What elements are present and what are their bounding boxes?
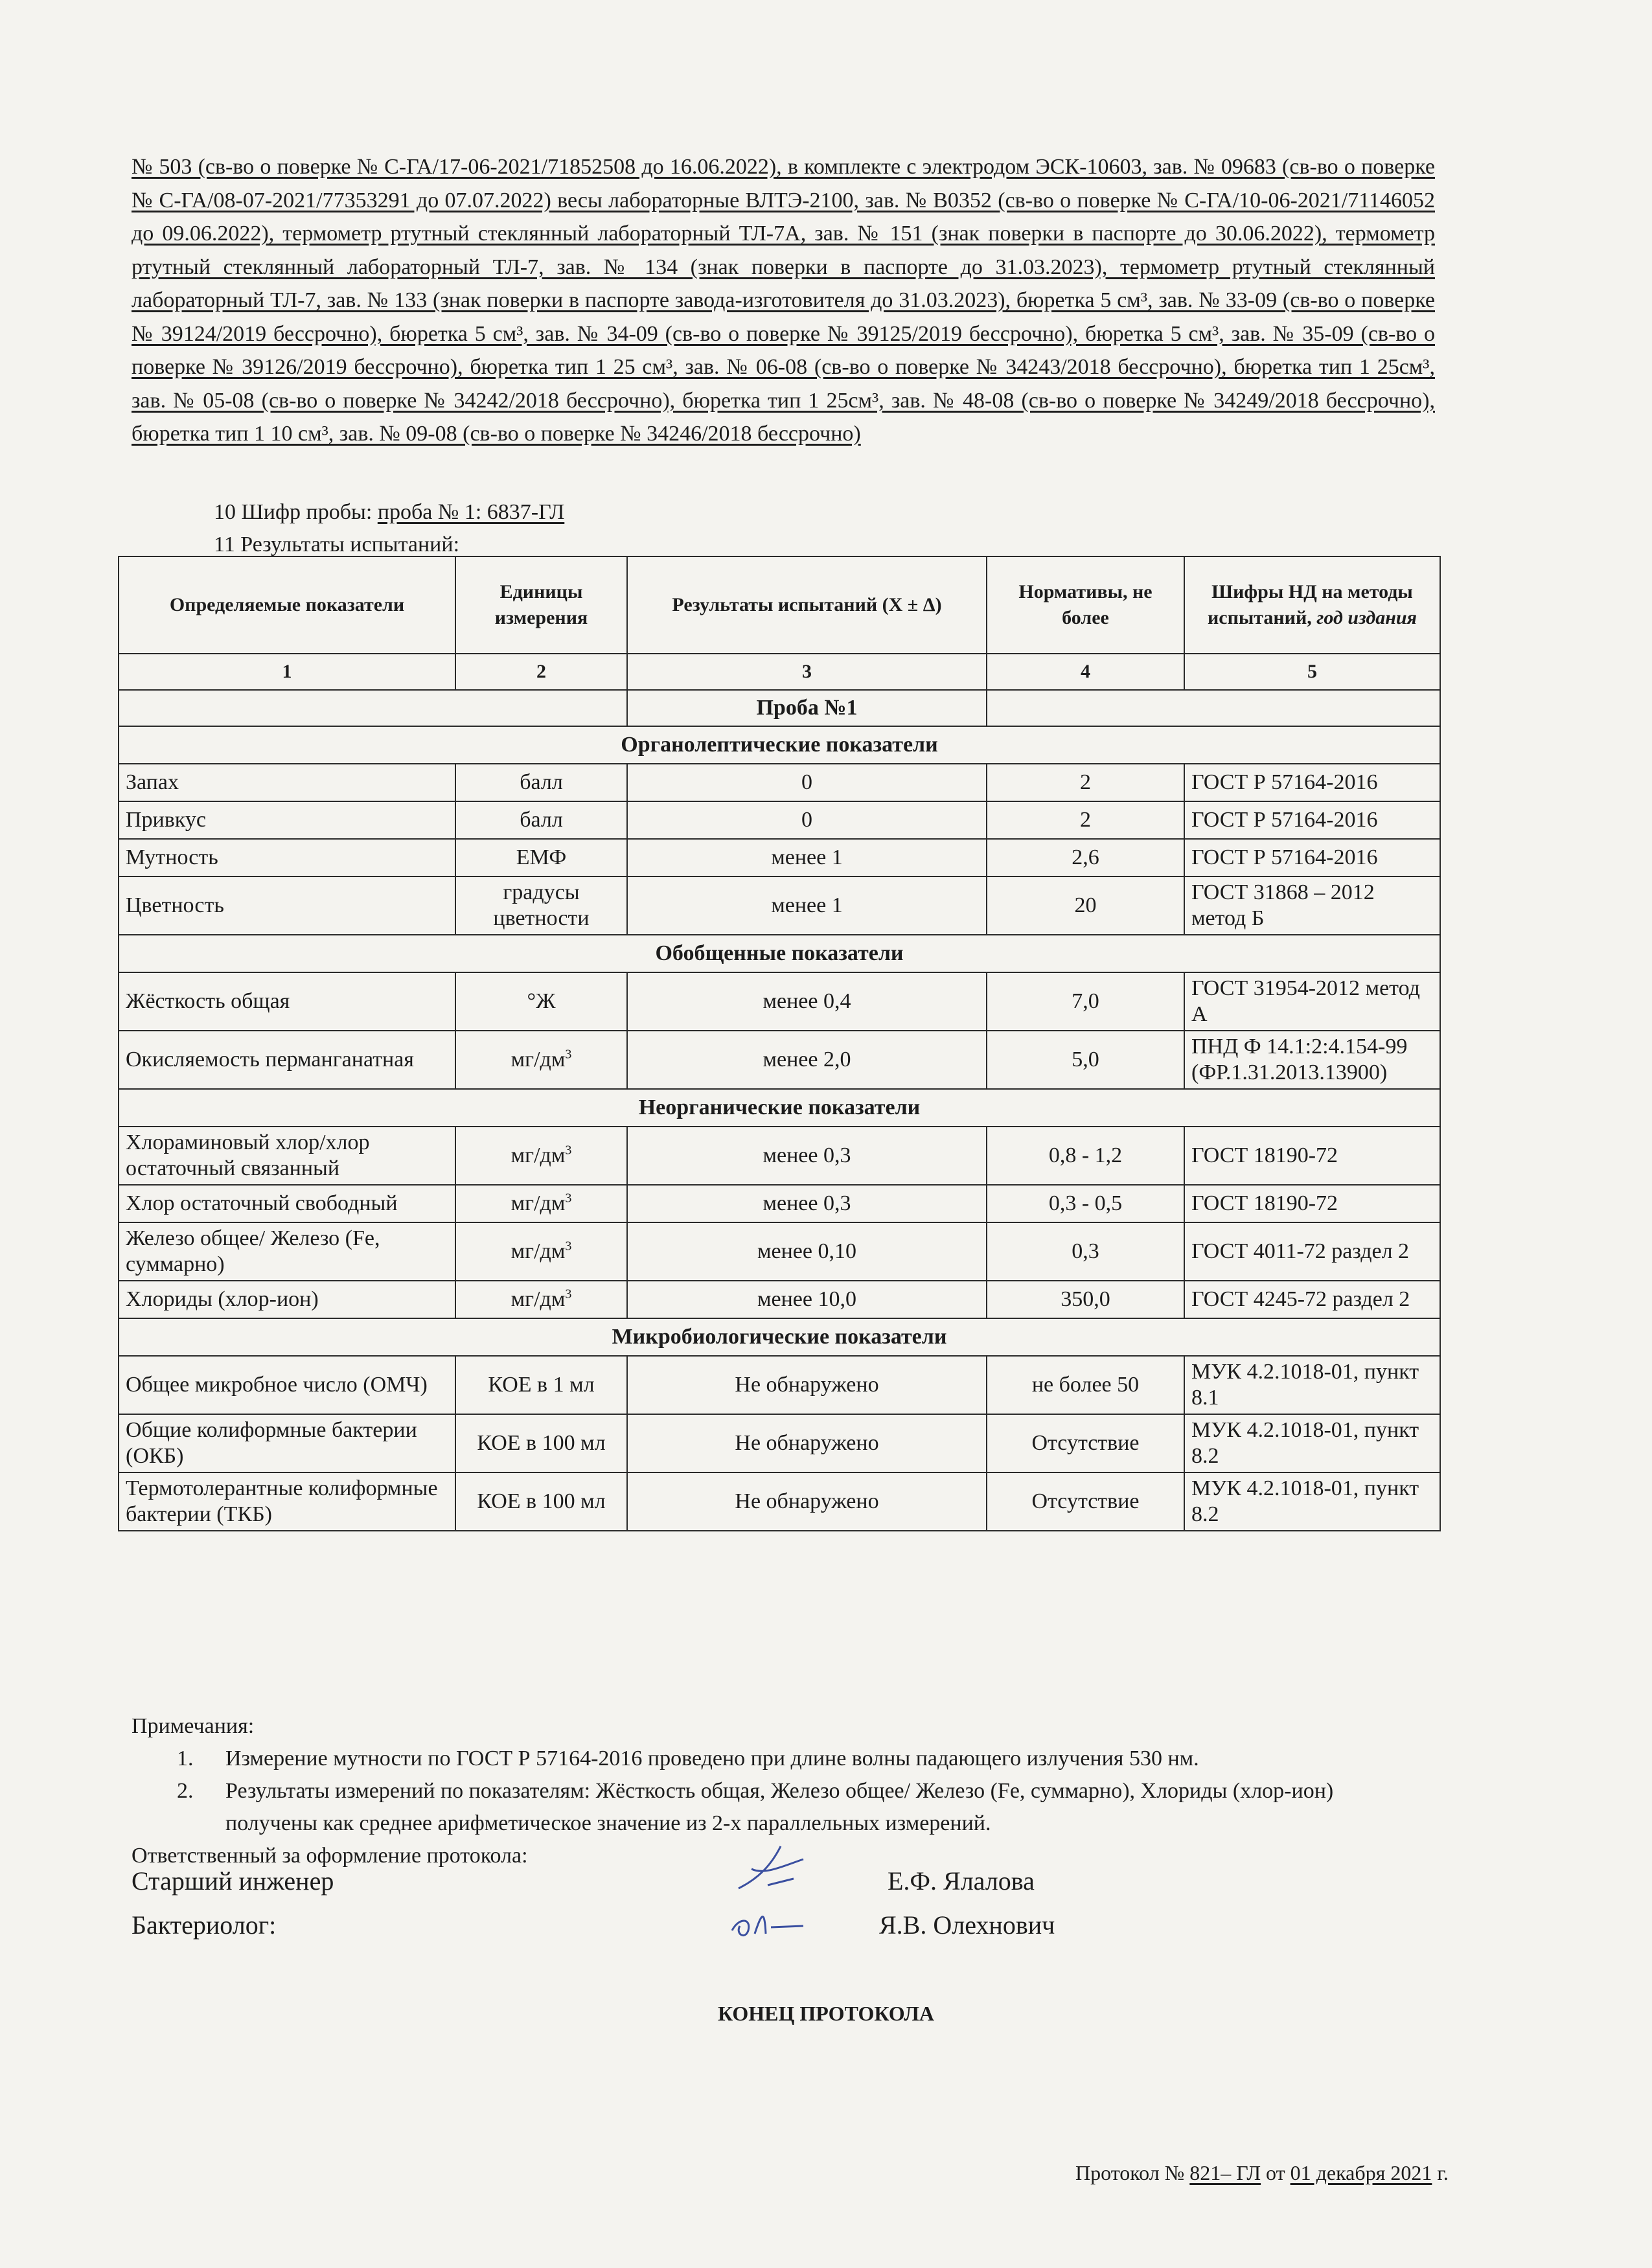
section-row <box>119 935 1440 972</box>
table-row <box>119 764 1440 801</box>
responsible-line: Ответственный за оформление протокола: <box>132 1844 528 1868</box>
table-cell: КОЕ в 100 мл <box>455 1472 627 1531</box>
table-header-cell: Единицы измерения <box>455 556 627 654</box>
section-row <box>119 1089 1440 1127</box>
table-cell: менее 1 <box>627 876 987 935</box>
table-row <box>119 972 1440 1031</box>
table-cell: 5,0 <box>987 1031 1184 1089</box>
table-cell: Не обнаружено <box>627 1472 987 1531</box>
table-cell: Цветность <box>119 876 455 935</box>
table-cell: 350,0 <box>987 1281 1184 1318</box>
table-cell: ГОСТ Р 57164-2016 <box>1184 839 1440 876</box>
table-cell: менее 0,3 <box>627 1127 987 1185</box>
equipment-paragraph: № 503 (св-во о поверке № С-ГА/17-06-2021/71852508 до 16.06.2022), в комплекте с электродом ЭСК-10603, зав. № 09683 (св-во о поверке № С-ГА/08-07-2021/77353291 до 07.07.2022) весы лабораторные ВЛТЭ-2100, зав. № В0352 (св-во о поверке № С-ГА/10-06-2021/71146052 до 09.06.2022), термометр ртутный стеклянный лабораторный ТЛ-7А, зав. № 151 (знак поверки в паспорте до 30.06.2022), термометр ртутный стеклянный лабораторный ТЛ-7, зав. № 134 (знак поверки в паспорте до 31.03.2023), термометр ртутный стеклянный лабораторный ТЛ-7, зав. № 133 (знак поверки в паспорте завода-изготовителя до 31.03.2023), бюретка 5 см³, зав. № 33-09 (св-во о поверке № 39124/2019 бессрочно), бюретка 5 см³, зав. № 34-09 (св-во о поверке № 39125/2019 бессрочно), бюретка 5 см³, зав. № 35-09 (св-во о поверке № 39126/2019 бессрочно), бюретка тип 1 25 см³, зав. № 06-08 (св-во о поверке № 34243/2018 бессрочно), бюретка тип 1 25см³, зав. № 05-08 (св-во о поверке № 34242/2018 бессрочно), бюретка тип 1 25см³, зав. № 48-08 (св-во о поверке № 34249/2018 бессрочно), бюретка тип 1 10 см³, зав. № 09-08 (св-во о поверке № 34246/2018 бессрочно) <box>132 155 1435 446</box>
footer-number: 821– ГЛ <box>1189 2161 1261 2184</box>
sample-label: Проба №1 <box>627 690 987 726</box>
table-cell: 0 <box>627 764 987 801</box>
footer-suffix: г. <box>1432 2161 1449 2184</box>
table-cell: Жёсткость общая <box>119 972 455 1031</box>
table-cell: менее 0,4 <box>627 972 987 1031</box>
table-header-cell: Определяемые показатели <box>119 556 455 654</box>
results-table <box>118 556 1441 1531</box>
table-cell: Мутность <box>119 839 455 876</box>
table-cell: $мг/дм^3$ <box>455 1222 627 1281</box>
signature-engineer <box>732 1840 816 1898</box>
table-row <box>119 801 1440 839</box>
header-italic: год издания <box>1316 607 1417 628</box>
table-cell: 2 <box>987 801 1184 839</box>
column-number: 3 <box>627 654 987 690</box>
table-cell: ПНД Ф 14.1:2:4.154-99 (ФР.1.31.2013.13900) <box>1184 1031 1440 1089</box>
column-number: 2 <box>455 654 627 690</box>
column-number: 5 <box>1184 654 1440 690</box>
notes-title: Примечания: <box>132 1714 255 1738</box>
table-cell: °Ж <box>455 972 627 1031</box>
signer-role-engineer: Старший инженер <box>132 1866 334 1896</box>
table-cell: менее 0,10 <box>627 1222 987 1281</box>
note-number: 2. <box>177 1779 194 1803</box>
table-cell: 20 <box>987 876 1184 935</box>
table-cell: ЕМФ <box>455 839 627 876</box>
table-cell: ГОСТ 31954-2012 метод А <box>1184 972 1440 1031</box>
sample-code-line <box>214 500 564 525</box>
table-cell: ГОСТ 18190-72 <box>1184 1185 1440 1222</box>
notes-list <box>132 1743 1427 1840</box>
column-number: 1 <box>119 654 455 690</box>
table-cell: 2,6 <box>987 839 1184 876</box>
column-number: 4 <box>987 654 1184 690</box>
table-cell: менее 2,0 <box>627 1031 987 1089</box>
table-row <box>119 1031 1440 1089</box>
table-cell: ГОСТ 4011-72 раздел 2 <box>1184 1222 1440 1281</box>
table-cell: 0,3 - 0,5 <box>987 1185 1184 1222</box>
table-cell: балл <box>455 801 627 839</box>
table-row <box>119 876 1440 935</box>
table-row <box>119 1472 1440 1531</box>
note-number: 1. <box>177 1747 194 1770</box>
sample-row-blank <box>119 690 627 726</box>
signer-name-bacteriologist: Я.В. Олехнович <box>879 1910 1055 1940</box>
section-title: Обобщенные показатели <box>119 935 1440 972</box>
table-cell: ГОСТ 4245-72 раздел 2 <box>1184 1281 1440 1318</box>
footer-mid: от <box>1261 2161 1291 2184</box>
table-cell: балл <box>455 764 627 801</box>
table-cell: Отсутствие <box>987 1472 1184 1531</box>
table-cell: Отсутствие <box>987 1414 1184 1472</box>
signer-name-engineer: Е.Ф. Ялалова <box>888 1866 1035 1896</box>
table-cell: 7,0 <box>987 972 1184 1031</box>
table-cell: Хлораминовый хлор/хлор остаточный связанный <box>119 1127 455 1185</box>
section-title: Микробиологические показатели <box>119 1318 1440 1356</box>
table-cell: $мг/дм^3$ <box>455 1031 627 1089</box>
section-row <box>119 726 1440 764</box>
table-cell: Окисляемость перманганатная <box>119 1031 455 1089</box>
table-cell: менее 0,3 <box>627 1185 987 1222</box>
section-title: Неорганические показатели <box>119 1089 1440 1127</box>
table-cell: не более 50 <box>987 1356 1184 1414</box>
table-cell: Привкус <box>119 801 455 839</box>
table-header-cell: Результаты испытаний (Х ± Δ) <box>627 556 987 654</box>
table-row <box>119 1414 1440 1472</box>
signature-bacteriologist <box>726 1901 816 1947</box>
table-cell: $мг/дм^3$ <box>455 1281 627 1318</box>
table-cell: МУК 4.2.1018-01, пункт 8.2 <box>1184 1472 1440 1531</box>
sample-row <box>119 690 1440 726</box>
table-cell: Не обнаружено <box>627 1356 987 1414</box>
table-cell: МУК 4.2.1018-01, пункт 8.1 <box>1184 1356 1440 1414</box>
table-row <box>119 1281 1440 1318</box>
table-row <box>119 839 1440 876</box>
table-row <box>119 1222 1440 1281</box>
table-header-row <box>119 556 1440 654</box>
sample-row-blank <box>987 690 1440 726</box>
table-cell: 2 <box>987 764 1184 801</box>
table-cell: менее 1 <box>627 839 987 876</box>
table-cell: Железо общее/ Железо (Fe, суммарно) <box>119 1222 455 1281</box>
table-cell: Запах <box>119 764 455 801</box>
table-cell: ГОСТ 31868 – 2012 метод Б <box>1184 876 1440 935</box>
protocol-footer <box>1075 2161 1449 2185</box>
table-cell: менее 10,0 <box>627 1281 987 1318</box>
table-cell: ГОСТ 18190-72 <box>1184 1127 1440 1185</box>
table-cell: 0,3 <box>987 1222 1184 1281</box>
table-cell: градусы цветности <box>455 876 627 935</box>
table-cell: ГОСТ Р 57164-2016 <box>1184 801 1440 839</box>
table-row <box>119 1356 1440 1414</box>
table-row <box>119 1185 1440 1222</box>
results-label: 11 Результаты испытаний: <box>214 533 460 556</box>
footer-date: 01 декабря 2021 <box>1290 2161 1432 2184</box>
table-header-cell: Нормативы, не более <box>987 556 1184 654</box>
table-column-numbers-row <box>119 654 1440 690</box>
note-item: 1. Измерение мутности по ГОСТ Р 57164-2016 проведено при длине волны падающего излучения 530 нм. <box>132 1743 1427 1775</box>
table-cell: $мг/дм^3$ <box>455 1185 627 1222</box>
table-cell: Не обнаружено <box>627 1414 987 1472</box>
section-title: Органолептические показатели <box>119 726 1440 764</box>
table-cell: Общие колиформные бактерии (ОКБ) <box>119 1414 455 1472</box>
table-row <box>119 1127 1440 1185</box>
table-cell: $мг/дм^3$ <box>455 1127 627 1185</box>
section-row <box>119 1318 1440 1356</box>
table-cell: КОЕ в 1 мл <box>455 1356 627 1414</box>
table-cell: Хлор остаточный свободный <box>119 1185 455 1222</box>
table-cell: Общее микробное число (ОМЧ) <box>119 1356 455 1414</box>
table-cell: Хлориды (хлор-ион) <box>119 1281 455 1318</box>
note-item: 2. Результаты измерений по показателям: Жёсткость общая, Железо общее/ Железо (Fe, суммарно), Хлориды (хлор-ион) получены как среднее арифметическое значение из 2-х параллельных измерений. <box>132 1775 1427 1840</box>
table-cell: ГОСТ Р 57164-2016 <box>1184 764 1440 801</box>
protocol-end: КОНЕЦ ПРОТОКОЛА <box>717 2002 935 2025</box>
table-cell: МУК 4.2.1018-01, пункт 8.2 <box>1184 1414 1440 1472</box>
table-cell: 0 <box>627 801 987 839</box>
table-cell: Термотолерантные колиформные бактерии (ТКБ) <box>119 1472 455 1531</box>
footer-prefix: Протокол № <box>1075 2161 1190 2184</box>
sample-code-label: 10 Шифр пробы: <box>214 500 378 524</box>
table-cell: КОЕ в 100 мл <box>455 1414 627 1472</box>
signer-role-bacteriologist: Бактериолог: <box>132 1910 277 1940</box>
table-header-cell: Шифры НД на методы испытаний, год издания <box>1184 556 1440 654</box>
table-cell: 0,8 - 1,2 <box>987 1127 1184 1185</box>
sample-code-value: проба № 1: 6837-ГЛ <box>377 500 565 524</box>
